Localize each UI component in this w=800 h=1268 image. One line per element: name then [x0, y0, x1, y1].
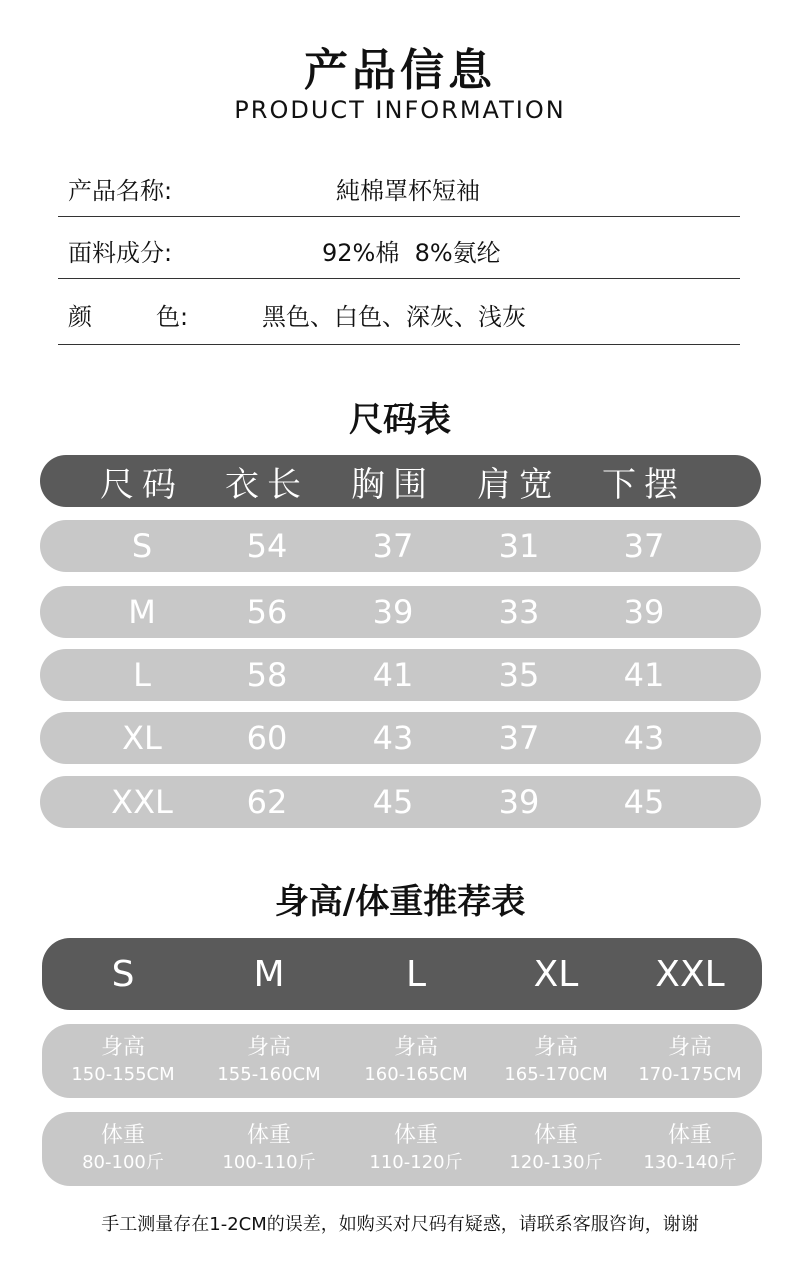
table-row: [40, 712, 761, 764]
info-row-color: [58, 279, 740, 345]
header-hem: 下摆: [602, 464, 686, 505]
size-table-title: 尺码表: [349, 400, 451, 440]
fabric-label: 面料成分:: [68, 239, 173, 267]
weight-label: 体重: [246, 1123, 291, 1148]
table-cell: 54: [246, 527, 288, 565]
recommend-header: [42, 938, 762, 1010]
color-label-part-1: 颜: [68, 303, 92, 331]
table-cell: 56: [246, 593, 288, 631]
table-cell: 33: [498, 593, 540, 631]
height-label: 身高: [246, 1035, 291, 1060]
name-value: 純棉罩杯短袖: [336, 177, 480, 205]
color-value: 黑色、白色、深灰、浅灰: [262, 303, 526, 331]
recommend-size: L: [405, 953, 427, 995]
height-cell: [481, 1024, 631, 1098]
name-label: 产品名称:: [68, 177, 173, 205]
table-row: [40, 586, 761, 638]
table-cell: 62: [246, 783, 288, 821]
recommend-weight-row: [42, 1112, 762, 1186]
table-cell: 39: [623, 593, 665, 631]
height-value: 160-165CM: [364, 1064, 468, 1085]
weight-cell: [194, 1112, 344, 1186]
weight-label: 体重: [667, 1123, 712, 1148]
header-size: 尺码: [100, 464, 184, 505]
page-title: 产品信息: [304, 45, 496, 96]
table-cell: 37: [623, 527, 665, 565]
weight-label: 体重: [100, 1123, 145, 1148]
weight-label: 体重: [393, 1123, 438, 1148]
table-cell: 39: [498, 783, 540, 821]
height-label: 身高: [393, 1035, 438, 1060]
table-cell: M: [128, 593, 156, 631]
table-row: [40, 649, 761, 701]
recommend-size: XL: [533, 953, 579, 995]
height-cell: [194, 1024, 344, 1098]
table-cell: 43: [623, 719, 665, 757]
color-label-part-2: 色:: [156, 303, 189, 331]
table-row: [40, 776, 761, 828]
header-shoulder: 肩宽: [477, 464, 561, 505]
weight-cell: [341, 1112, 491, 1186]
weight-cell: [615, 1112, 765, 1186]
weight-value: 80-100斤: [82, 1152, 164, 1173]
recommend-height-row: [42, 1024, 762, 1098]
weight-value: 130-140斤: [643, 1152, 737, 1173]
weight-cell: [48, 1112, 198, 1186]
weight-value: 120-130斤: [509, 1152, 603, 1173]
table-cell: XL: [122, 719, 162, 757]
table-cell: 45: [372, 783, 414, 821]
table-cell: XXL: [111, 783, 173, 821]
height-label: 身高: [533, 1035, 578, 1060]
table-cell: 45: [623, 783, 665, 821]
height-label: 身高: [667, 1035, 712, 1060]
table-row: [40, 520, 761, 572]
info-row-name: [58, 155, 740, 217]
measurement-note: 手工测量存在1-2CM的误差，如购买对尺码有疑惑，请联系客服咨询，谢谢: [101, 1214, 699, 1235]
recommend-size: M: [253, 953, 285, 995]
height-label: 身高: [100, 1035, 145, 1060]
height-value: 155-160CM: [217, 1064, 321, 1085]
recommend-table-title: 身高/体重推荐表: [274, 882, 526, 922]
height-value: 165-170CM: [504, 1064, 608, 1085]
height-value: 170-175CM: [638, 1064, 742, 1085]
header-length: 衣长: [225, 464, 309, 505]
height-cell: [341, 1024, 491, 1098]
recommend-size: XXL: [655, 953, 725, 995]
table-cell: 43: [372, 719, 414, 757]
weight-label: 体重: [533, 1123, 578, 1148]
weight-cell: [481, 1112, 631, 1186]
table-cell: 41: [372, 656, 414, 694]
weight-value: 110-120斤: [369, 1152, 463, 1173]
table-cell: 58: [246, 656, 288, 694]
weight-value: 100-110斤: [222, 1152, 316, 1173]
table-cell: 39: [372, 593, 414, 631]
fabric-value: 92%棉 8%氨纶: [322, 239, 501, 267]
table-cell: 31: [498, 527, 540, 565]
table-cell: 60: [246, 719, 288, 757]
info-row-fabric: [58, 217, 740, 279]
recommend-size: S: [111, 953, 135, 995]
size-table-header: [40, 455, 761, 507]
table-cell: S: [131, 527, 153, 565]
table-cell: 41: [623, 656, 665, 694]
table-cell: 37: [498, 719, 540, 757]
height-value: 150-155CM: [71, 1064, 175, 1085]
height-cell: [615, 1024, 765, 1098]
page-subtitle: PRODUCT INFORMATION: [234, 96, 566, 124]
header-chest: 胸围: [351, 464, 435, 505]
table-cell: L: [133, 656, 151, 694]
height-cell: [48, 1024, 198, 1098]
table-cell: 35: [498, 656, 540, 694]
table-cell: 37: [372, 527, 414, 565]
